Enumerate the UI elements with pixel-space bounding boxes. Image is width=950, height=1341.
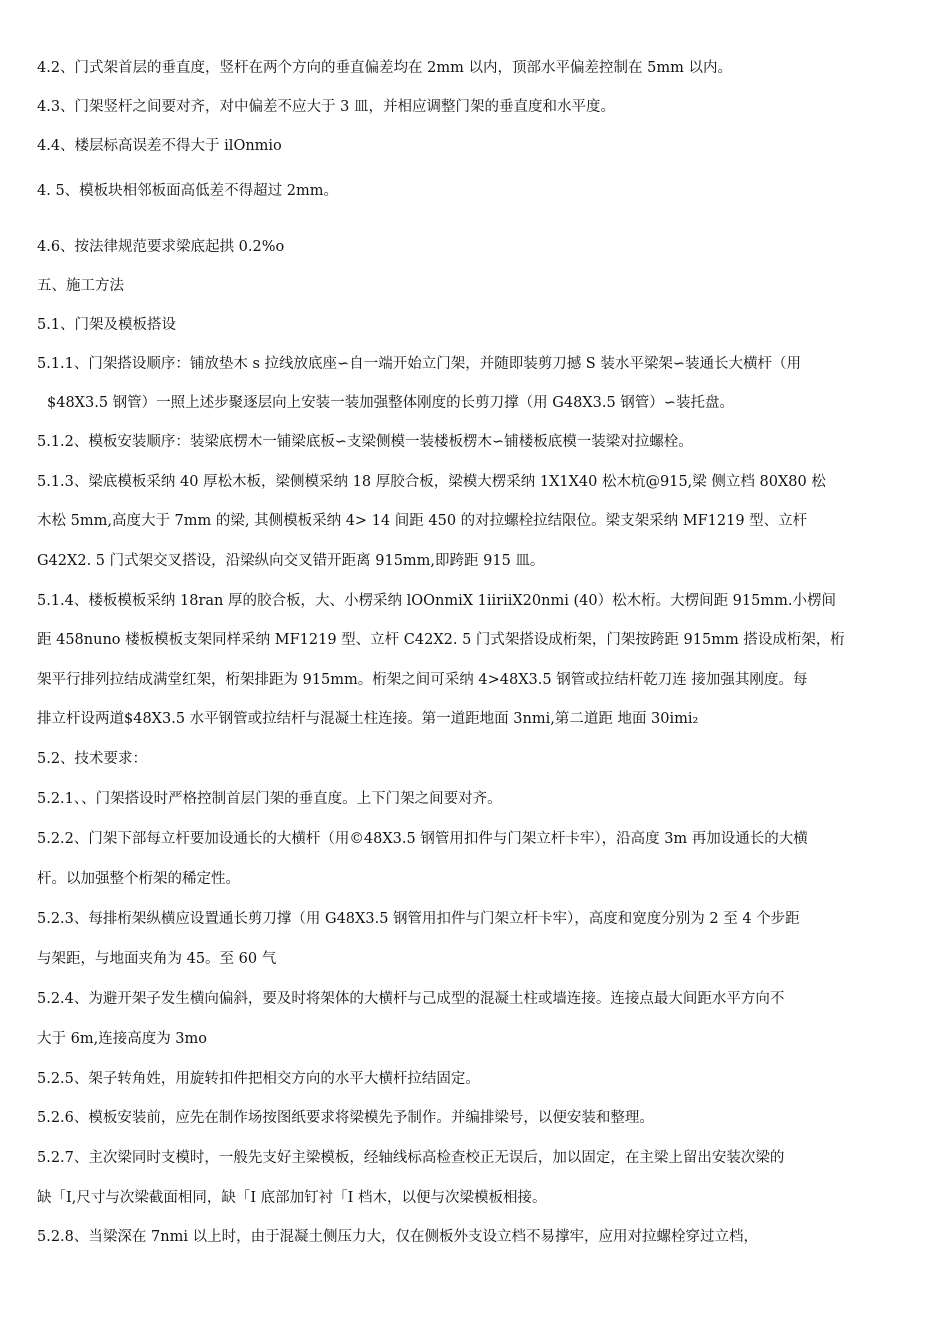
text-line: 杆。以加强整个桁架的稀定性。 [37, 871, 240, 887]
text-line: 5.2.2、门架下部每立杆要加设通长的大横杆（用©48X3.5 钢管用扣件与门架立杆卡牢），沿高度 3m 再加设通长的大横 [37, 831, 808, 847]
text-line: 5.2.8、当梁深在 7nmi 以上时，由于混凝土侧压力大，仅在侧板外支设立档不易撑牢，应用对拉螺栓穿过立档， [37, 1229, 759, 1245]
text-line: 架平行排列拉结成满堂红架，桁架排距为 915mm。桁架之间可采纳 4>48X3.5 钢管或拉结杆乾刀连 接加强其刚度。每 [37, 672, 808, 688]
text-line: 5.1.4、楼板模板采纳 18ran 厚的胶合板，大、小楞采纳 lOOnmiX 1iiriiX20nmi (40）松木桁。大楞间距 915mm.小楞间 [37, 593, 836, 609]
text-line: 5.2.4、为避开架子发生横向偏斜，要及时将架体的大横杆与己成型的混凝土柱或墙连接。连接点最大间距水平方向不 [37, 991, 785, 1007]
subsection-heading: 5.2、技术要求： [37, 751, 148, 767]
text-line: 4.2、门式架首层的垂直度，竖杆在两个方向的垂直偏差均在 2mm 以内，顶部水平偏差控制在 5mm 以内。 [37, 60, 732, 76]
text-line: 5.2.1、、门架搭设时严格控制首层门架的垂直度。上下门架之间要对齐。 [37, 791, 502, 807]
text-line: 5.2.6、模板安装前，应先在制作场按图纸要求将梁模先予制作。并编排梁号，以便安装和整理。 [37, 1110, 654, 1126]
text-line: 5.2.3、每排桁架纵横应设置通长剪刀撑（用 G48X3.5 钢管用扣件与门架立杆卡牢），高度和宽度分别为 2 至 4 个步距 [37, 911, 800, 927]
text-line: 距 458nuno 楼板模板支架同样采纳 MF1219 型、立杆 C42X2. 5 门式架搭设成桁架，门架按跨距 915mm 搭设成桁架，桁 [37, 632, 845, 648]
text-line: 4.3、门架竖杆之间要对齐，对中偏差不应大于 3 皿，并相应调整门架的垂直度和水平度。 [37, 99, 615, 115]
text-line: G42X2. 5 门式架交叉搭设，沿梁纵向交叉错开距离 915mm,即跨距 915 皿。 [37, 553, 545, 569]
section-heading: 五、施工方法 [37, 278, 124, 294]
text-line: 5.2.7、主次梁同时支模时，一般先支好主梁模板，经轴线标高检查校正无误后，加以固定，在主梁上留出安装次梁的 [37, 1150, 785, 1166]
text-line: 大于 6m,连接高度为 3mo [37, 1031, 208, 1047]
text-line: 5.1.2、模板安装顺序：装梁底楞木一铺梁底板∽支梁侧模一装楼板楞木∽铺楼板底模一装梁对拉螺栓。 [37, 434, 693, 450]
text-line: 与架距，与地面夹角为 45。至 60 气 [37, 951, 277, 967]
text-line: 5.1.1、门架搭设顺序：铺放垫木 s 拉线放底座∽自一端开始立门架，并随即装剪刀撼 S 装水平梁架∽装通长大横杆（用 [37, 356, 801, 372]
text-line: $48X3.5 钢管）一照上述步聚逐层向上安装一装加强整体刚度的长剪刀撑（用 G48X3.5 钢管）∽装托盘。 [47, 395, 734, 411]
subsection-heading: 5.1、门架及模板搭设 [37, 317, 177, 333]
text-line: 木松 5mm,高度大于 7mm 的梁, 其侧模板采纳 4> 14 间距 450 的对拉螺栓拉结限位。梁支架采纳 MF1219 型、立杆 [37, 513, 808, 529]
text-line: 4.6、按法律规范要求梁底起拱 0.2%o [37, 239, 285, 255]
text-line: 5.1.3、梁底模板采纳 40 厚松木板，梁侧模采纳 18 厚胶合板，梁模大楞采纳 1X1X40 松木杭@915,梁 侧立档 80X80 松 [37, 474, 826, 490]
text-line: 5.2.5、架子转角姓，用旋转扣件把相交方向的水平大横杆拉结固定。 [37, 1071, 480, 1087]
text-line: 缺「I,尺寸与次梁截面相同，缺「I 底部加钉衬「I 档木，以便与次梁模板相接。 [37, 1190, 547, 1206]
text-line: 4. 5、模板块相邻板面高低差不得超过 2mm。 [37, 183, 339, 199]
text-line: 排立杆设两道$48X3.5 水平钢管或拉结杆与混凝土柱连接。第一道距地面 3nmi,第二道距 地面 30imi₂ [37, 711, 699, 727]
text-line: 4.4、楼层标高误差不得大于 ilOnmio [37, 138, 282, 154]
